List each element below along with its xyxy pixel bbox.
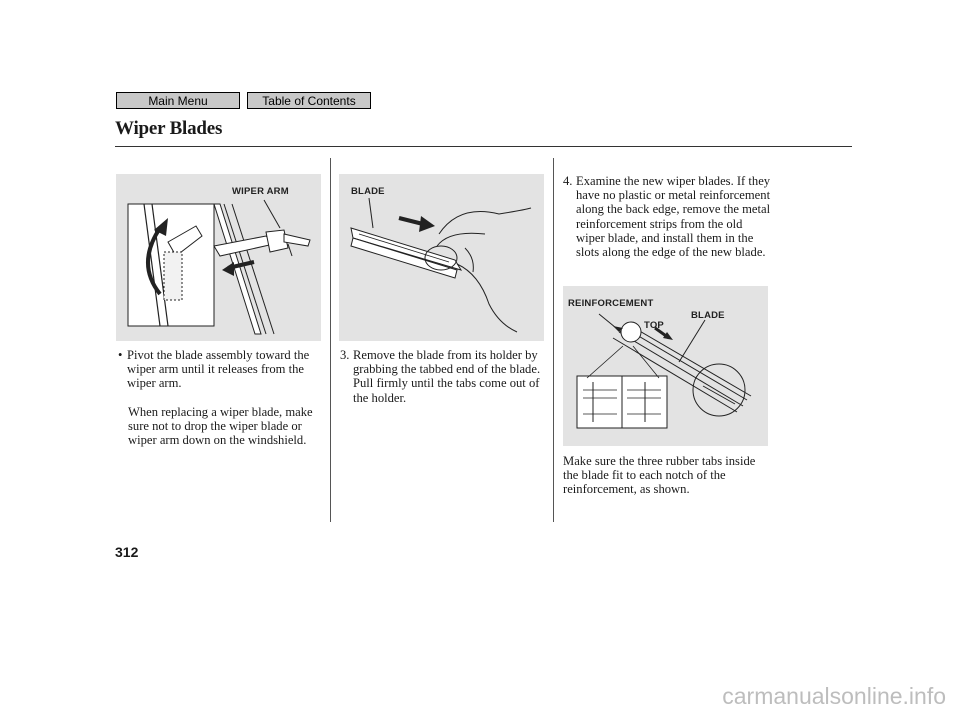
table-of-contents-button[interactable]: Table of Contents <box>247 92 371 109</box>
step-3-number: 3. <box>340 348 350 362</box>
main-menu-button[interactable]: Main Menu <box>116 92 240 109</box>
reinforcement-illustration <box>563 286 768 446</box>
page-title: Wiper Blades <box>115 118 223 139</box>
step-4-text: Examine the new wiper blades. If they have no plastic or metal reinforcement along the back edge, remove the metal reinforcement strips from the old wiper blade, and install them in the slots along the edge of the new blade. <box>576 174 771 260</box>
step-4-number: 4. <box>563 174 573 188</box>
column-divider-2 <box>553 158 554 522</box>
figure-reinforcement <box>563 286 768 446</box>
replacement-caution: When replacing a wiper blade, make sure not to drop the wiper blade or wiper arm down on the windshield. <box>128 405 313 448</box>
title-divider <box>115 146 852 147</box>
pivot-instruction <box>118 348 326 391</box>
wiper-arm-illustration <box>116 174 321 341</box>
blade-removal-illustration <box>339 174 544 341</box>
page-number: 312 <box>115 544 139 560</box>
step-4 <box>563 174 771 259</box>
watermark: carmanualsonline.info <box>722 683 946 709</box>
step-3-text: Remove the blade from its holder by grabbing the tabbed end of the blade. Pull firmly until the tabs come out of the holder. <box>353 348 541 405</box>
step-3 <box>340 348 546 405</box>
bullet-dot: • <box>118 348 123 362</box>
pivot-instruction-text: Pivot the blade assembly toward the wiper arm until it releases from the wiper arm. <box>127 348 310 391</box>
wiper-arm-label: WIPER ARM <box>232 186 289 197</box>
blade-label: BLADE <box>351 186 385 197</box>
rubber-tabs-note: Make sure the three rubber tabs inside the blade fit to each notch of the reinforcement, as shown. <box>563 454 756 497</box>
reinforcement-label: REINFORCEMENT <box>568 298 654 309</box>
column-divider-1 <box>330 158 331 522</box>
blade-label-fig3: BLADE <box>691 310 725 321</box>
top-label: TOP <box>644 320 664 331</box>
figure-wiper-arm <box>116 174 321 341</box>
figure-blade-removal <box>339 174 544 341</box>
